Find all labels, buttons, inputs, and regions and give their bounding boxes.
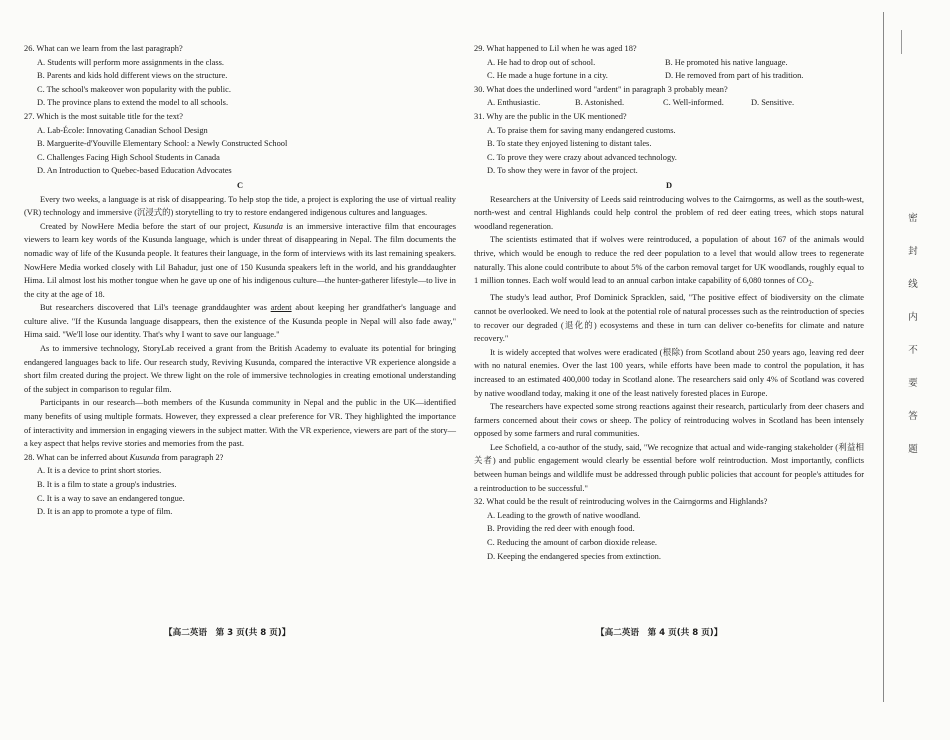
question-27-option-d: D. An Introduction to Quebec-based Education Advocates bbox=[37, 166, 232, 176]
question-31-option-a: A. To praise them for saving many endangered customs. bbox=[487, 125, 676, 135]
question-29-option-a: A. He had to drop out of school. bbox=[487, 57, 596, 67]
passage-d-paragraph-6: Lee Schofield, a co-author of the study, said, "We recognize that actual and wide-ranging stakeholder (利益相关者) and public engagement would clearly be essential before wolf reintroduction. Most importantly, conflicts between human beings and wildlife must be addressed through public policies that account for people's attitudes for a reintroduction to be successful." bbox=[474, 442, 864, 493]
right-column bbox=[474, 42, 864, 563]
passage-c-paragraph-3 bbox=[24, 301, 456, 342]
passage-d-paragraph-4: It is widely accepted that wolves were eradicated (根除) from Scotland about 250 years ago, leaving red deer with no natural enemies. Over the last 100 years, while efforts have been made to control the population, it has increased to an estimated 400,000 today in Scotland alone. The researchers said only 4% of Scotland was covered by native woodland today, making it one of the least natively forested places in Europe. bbox=[474, 347, 864, 398]
passage-c-paragraph-1: Every two weeks, a language is at risk of disappearing. To help stop the tide, a project is exploring the use of virtual reality (VR) technology and immersive (沉浸式的) storytelling to try to restore endangered indigenous cultures and languages. bbox=[24, 194, 456, 218]
paragraph-text: is an immersive interactive film that encourages viewers to learn key words of the Kusunda language, which is under threat of disappearing in Nepal. The film documents the nomadic way of life of the Kusunda people. It features their language, in the form of interviews with its last remaining speakers. NowHere Media worked closely with Lil Bahadur, just one of 150 Kusunda speakers left in the world, and his granddaughter Hima. Lil almost lost his mother tongue when he gave up one of his indigenous culture—the hunter-gatherer lifestyle—to live in the city at the age of 18. bbox=[24, 221, 456, 299]
paragraph-text: . bbox=[811, 276, 814, 286]
question-26-option-d: D. The province plans to extend the model to all schools. bbox=[37, 98, 229, 108]
passage-c-paragraph-5: Participants in our research—both members of the Kusunda community in Nepal and the public in the UK—identified many benefits of using multiple formats. However, they expressed a clear preference for VR. They highlighted the importance of interactivity and immersion in engaging viewers in the subject matter. With the VR experience, viewers are part of the story—a key aspect that helps revive stories and memories from the past. bbox=[24, 398, 456, 449]
left-column bbox=[24, 42, 456, 519]
paragraph-text: Created by NowHere Media before the start of our project, bbox=[40, 221, 254, 231]
paragraph-text: But researchers discovered that Lil's teenage granddaughter was bbox=[40, 303, 271, 313]
question-27-option-b: B. Marguerite-d'Youville Elementary School: a Newly Constructed School bbox=[37, 139, 288, 149]
seal-char: 题 bbox=[908, 444, 918, 455]
passage-d-paragraph-3: The study's lead author, Prof Dominick Spracklen, said, "The positive effect of biodiversity on the climate cannot be overlooked. We need to look at the potential role of natural processes such as the reintroduction of species to recover our degraded (退化的) ecosystems and these in turn can deliver co-benefits for climate and nature recovery." bbox=[474, 293, 864, 344]
question-32-option-d: D. Keeping the endangered species from extinction. bbox=[487, 551, 661, 561]
passage-d-paragraph-5: The researchers have expected some strong reactions against their research, particularly from deer chasers and farmers concerned about their cows or sheep. The policy of reintroducing wolves in Scotland has been intensely opposed by some farmers and rural communities. bbox=[474, 402, 864, 439]
question-29-options-row-1 bbox=[487, 56, 864, 70]
question-29-option-d: D. He removed from part of his tradition. bbox=[665, 71, 804, 81]
question-29-options-row-2 bbox=[487, 69, 864, 83]
question-32-option-a: A. Leading to the growth of native woodland. bbox=[487, 510, 641, 520]
question-27-stem: 27. Which is the most suitable title for the text? bbox=[24, 111, 183, 121]
question-30-option-c: C. Well-informed. bbox=[663, 98, 724, 108]
seal-char: 内 bbox=[908, 312, 918, 323]
seal-char: 密 bbox=[908, 213, 918, 224]
question-30-option-b: B. Astonished. bbox=[575, 98, 625, 108]
question-30-options-row bbox=[487, 96, 864, 110]
film-title: Kusunda bbox=[253, 221, 283, 231]
question-31-option-b: B. To state they enjoyed listening to distant tales. bbox=[487, 139, 652, 149]
question-28-option-c: C. It is a way to save an endangered tongue. bbox=[37, 493, 185, 503]
section-d-heading: D bbox=[665, 180, 673, 190]
passage-c-paragraph-2 bbox=[24, 220, 456, 302]
passage-d-paragraph-1: Researchers at the University of Leeds said reintroducing wolves to the Cairngorms, as well as the south-west, north-west and central Highlands could help control the problem of red deer eating trees, which stops natural woodland regeneration. bbox=[474, 194, 864, 231]
stem-text: 28. What can be inferred about bbox=[24, 452, 130, 462]
question-26-stem: 26. What can we learn from the last paragraph? bbox=[24, 44, 183, 53]
question-29-option-b: B. He promoted his native language. bbox=[665, 57, 788, 67]
question-31-option-c: C. To prove they were crazy about advanced technology. bbox=[487, 152, 677, 162]
question-30-stem: 30. What does the underlined word "ardent" in paragraph 3 probably mean? bbox=[474, 84, 728, 94]
film-title: Kusunda bbox=[129, 452, 160, 462]
question-27-option-c: C. Challenges Facing High School Students in Canada bbox=[37, 152, 220, 162]
question-31-option-d: D. To show they were in favor of the project. bbox=[487, 166, 638, 176]
paragraph-text: The scientists estimated that if wolves were reintroduced, a population of about 167 of the animals would thrive, which would be enough to reduce the red deer population to a level that would allow trees to regenerate naturally. This alone could contribute to about 5% of the carbon removal target for UK woodlands, roughly equal to 1 million tonnes. Each wolf would lead to an annual carbon intake capability of 6,080 tonnes of CO bbox=[474, 235, 864, 286]
seal-char: 答 bbox=[908, 411, 918, 422]
page-footer-right: 【高二英语 第 4 页(共 8 页)】 bbox=[596, 628, 723, 638]
question-27-option-a: A. Lab-École: Innovating Canadian School Design bbox=[37, 125, 208, 135]
subscript: 2 bbox=[808, 279, 812, 288]
stem-text: from paragraph 2? bbox=[159, 452, 224, 462]
question-28-option-a: A. It is a device to print short stories. bbox=[37, 466, 162, 476]
section-c-heading: C bbox=[236, 180, 244, 190]
question-28-stem bbox=[24, 451, 456, 465]
binding-line bbox=[883, 12, 884, 702]
seal-char: 不 bbox=[908, 345, 918, 356]
underlined-word: ardent bbox=[270, 303, 292, 313]
question-28-option-b: B. It is a film to state a group's industries. bbox=[37, 480, 177, 489]
seal-char: 要 bbox=[908, 378, 918, 389]
question-29-stem: 29. What happened to Lil when he was aged 18? bbox=[474, 44, 637, 53]
question-31-stem: 31. Why are the public in the UK mentioned? bbox=[474, 111, 627, 121]
passage-d-paragraph-2 bbox=[474, 233, 864, 291]
question-32-option-c: C. Reducing the amount of carbon dioxide release. bbox=[487, 538, 658, 548]
question-28-option-d: D. It is an app to promote a type of film. bbox=[37, 507, 173, 517]
question-26-option-c: C. The school's makeover won popularity with the public. bbox=[37, 84, 231, 94]
question-29-option-c: C. He made a huge fortune in a city. bbox=[487, 71, 608, 81]
passage-c-paragraph-4: As to immersive technology, StoryLab received a grant from the British Academy to evaluate its potential for bringing endangered languages back to life. Our research study, Reviving Kusunda, compared the interactive VR experience alongside a short film created during the project. We threw light on the role of immersive technologies in creating emotional understanding of the subject in comparison to regular film. bbox=[24, 344, 456, 394]
question-26-option-a: A. Students will perform more assignments in the class. bbox=[37, 57, 225, 67]
question-30-option-a: A. Enthusiastic. bbox=[487, 98, 541, 108]
question-32-option-b: B. Providing the red deer with enough food. bbox=[487, 524, 635, 534]
seal-char: 封 bbox=[908, 246, 918, 257]
paragraph-text: about keeping her grandfather's language and culture alive. "If the Kusunda language disappears, then the existence of the Kusunda people in Nepal will also fade away," Hima said. "We'll lose our identity. That's why I want to save our language." bbox=[24, 303, 456, 340]
question-30-option-d: D. Sensitive. bbox=[751, 98, 795, 108]
binding-mark bbox=[901, 30, 902, 54]
question-26-option-b: B. Parents and kids hold different views on the structure. bbox=[37, 71, 228, 81]
seal-line-notice bbox=[905, 212, 921, 476]
question-32-stem: 32. What could be the result of reintroducing wolves in the Cairngorms and Highlands? bbox=[474, 497, 768, 507]
page-footer-left: 【高二英语 第 3 页(共 8 页)】 bbox=[164, 628, 291, 638]
seal-char: 线 bbox=[908, 279, 918, 290]
